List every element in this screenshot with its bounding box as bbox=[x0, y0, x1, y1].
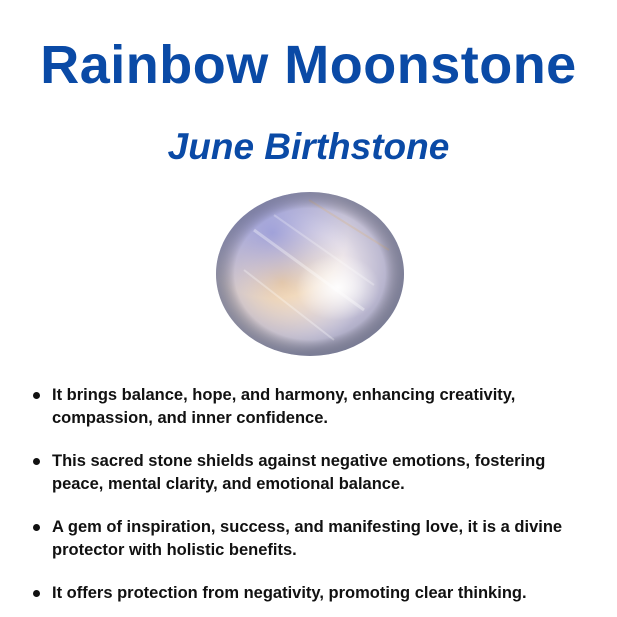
list-item bbox=[30, 450, 600, 496]
bullet-icon bbox=[33, 458, 40, 465]
list-item bbox=[30, 516, 600, 562]
page-subtitle: June Birthstone bbox=[167, 126, 450, 167]
bullet-icon bbox=[33, 590, 40, 597]
list-item-text: It offers protection from negativity, promoting clear thinking. bbox=[52, 584, 527, 602]
bullet-icon bbox=[33, 524, 40, 531]
list-item-text: This sacred stone shields against negative emotions, fostering peace, mental clarity, and emotional balance. bbox=[52, 452, 546, 493]
benefits-list bbox=[30, 384, 600, 617]
list-item-text: It brings balance, hope, and harmony, enhancing creativity, compassion, and inner confidence. bbox=[52, 386, 516, 427]
page-title: Rainbow Moonstone bbox=[40, 35, 577, 95]
list-item-text: A gem of inspiration, success, and manifesting love, it is a divine protector with holistic benefits. bbox=[52, 518, 563, 559]
list-item bbox=[30, 384, 600, 430]
moonstone-gem-image bbox=[214, 190, 406, 358]
list-item bbox=[30, 582, 600, 605]
bullet-icon bbox=[33, 392, 40, 399]
